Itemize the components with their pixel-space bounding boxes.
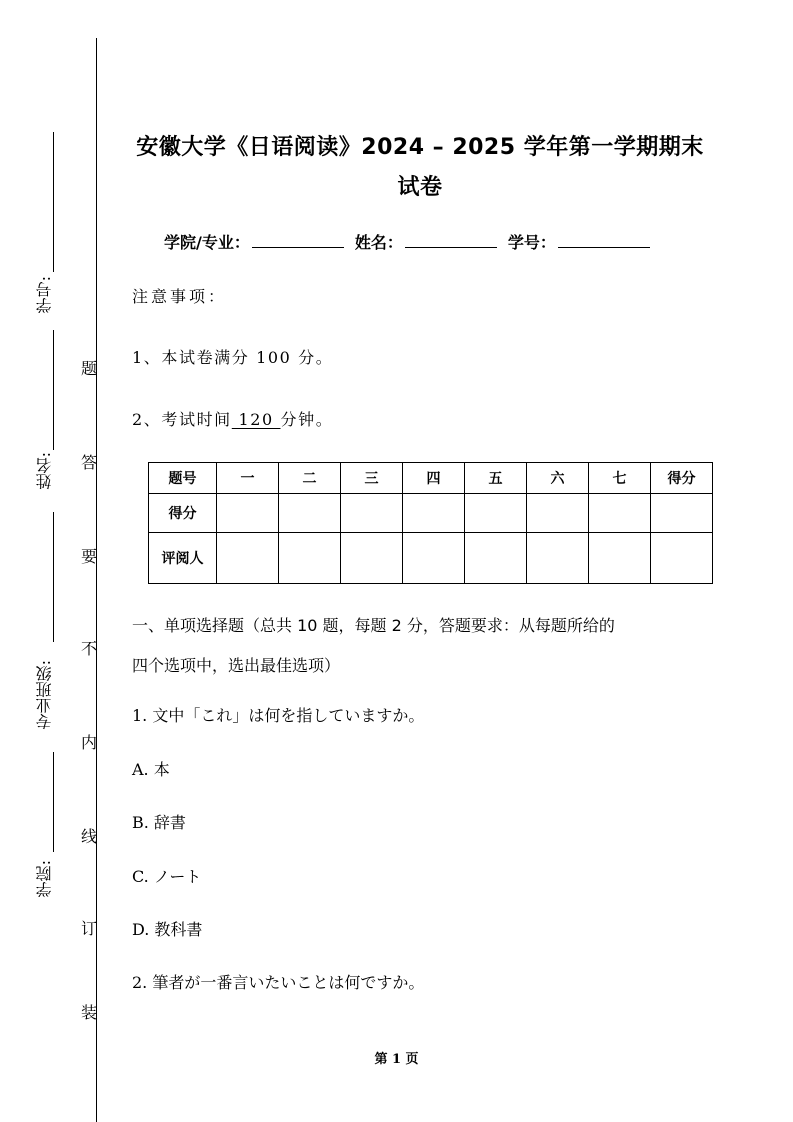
score-cell[interactable] [527,494,589,533]
header-cell: 二 [279,463,341,494]
header-cell: 五 [465,463,527,494]
college-major-field[interactable] [252,233,344,248]
reviewer-cell[interactable] [589,533,651,584]
student-id-fill-line [53,132,54,272]
name-fill-line [53,330,54,450]
table-row [149,494,713,533]
header-cell: 七 [589,463,651,494]
question-1-stem: 1. 文中「これ」は何を指していますか。 [132,706,425,725]
margin-name-label: 姓名: [35,452,54,490]
section-1-heading [132,606,712,686]
college-fill-line [53,752,54,852]
seal-char: 不 [80,639,97,658]
name-field[interactable] [405,233,497,248]
reviewer-cell[interactable] [279,533,341,584]
row-label-reviewer: 评阅人 [149,533,217,584]
page-number: 第 1 页 [374,1052,419,1067]
table-header-row [149,463,713,494]
score-cell[interactable] [279,494,341,533]
margin-class-label: 专业班级: [35,660,54,730]
question-2-stem: 2. 筆者が一番言いたいことは何ですか。 [132,973,425,992]
name-label: 姓名： [354,233,403,252]
score-table [148,462,713,584]
score-cell[interactable] [651,494,713,533]
header-cell: 四 [403,463,465,494]
reviewer-cell[interactable] [403,533,465,584]
note-item-1: 1、本试卷满分 100 分。 [132,348,334,367]
reviewer-cell[interactable] [465,533,527,584]
seal-char: 装 [80,1003,97,1022]
question-1-option-c[interactable]: C. ノート [132,867,202,886]
student-info-row [164,230,661,253]
row-label-score: 得分 [149,494,217,533]
score-cell[interactable] [589,494,651,533]
score-cell[interactable] [403,494,465,533]
seal-char: 线 [80,827,97,846]
class-fill-line [53,512,54,642]
question-1-option-a[interactable]: A. 本 [132,760,170,779]
notes-heading: 注意事项： [132,287,228,306]
note-item-2-suffix: 分钟。 [280,410,334,429]
margin-college-label: 学院: [35,860,54,898]
question-1-option-d[interactable]: D. 教科書 [132,920,203,939]
seal-char: 要 [80,547,97,566]
student-id-field[interactable] [558,233,650,248]
section-1-line-1: 一、单项选择题（总共 10 题，每题 2 分，答题要求：从每题所给的 [132,616,615,635]
header-cell: 三 [341,463,403,494]
student-id-label: 学号： [507,233,556,252]
seal-char: 内 [80,733,97,752]
score-cell[interactable] [217,494,279,533]
margin-student-id-label: 学号: [35,276,54,314]
reviewer-cell[interactable] [651,533,713,584]
seal-char: 答 [80,453,97,472]
reviewer-cell[interactable] [217,533,279,584]
score-cell[interactable] [341,494,403,533]
section-1-line-2: 四个选项中，选出最佳选项） [132,656,341,675]
question-1-option-b[interactable]: B. 辞書 [132,813,186,832]
seal-char: 题 [80,359,97,378]
note-item-2 [132,409,333,431]
exam-title [120,128,720,208]
title-line-2: 试卷 [397,175,443,200]
binding-line [96,38,97,1122]
title-line-1: 安徽大学《日语阅读》2024 – 2025 学年第一学期期末 [136,135,704,160]
college-major-label: 学院/专业： [164,233,250,252]
note-item-2-prefix: 2、考试时间 [132,410,232,429]
header-cell: 六 [527,463,589,494]
reviewer-cell[interactable] [527,533,589,584]
exam-duration: 120 [231,410,281,429]
header-cell: 得分 [651,463,713,494]
seal-char: 订 [80,919,97,938]
header-cell: 一 [217,463,279,494]
reviewer-cell[interactable] [341,533,403,584]
table-row [149,533,713,584]
header-cell: 题号 [149,463,217,494]
score-cell[interactable] [465,494,527,533]
